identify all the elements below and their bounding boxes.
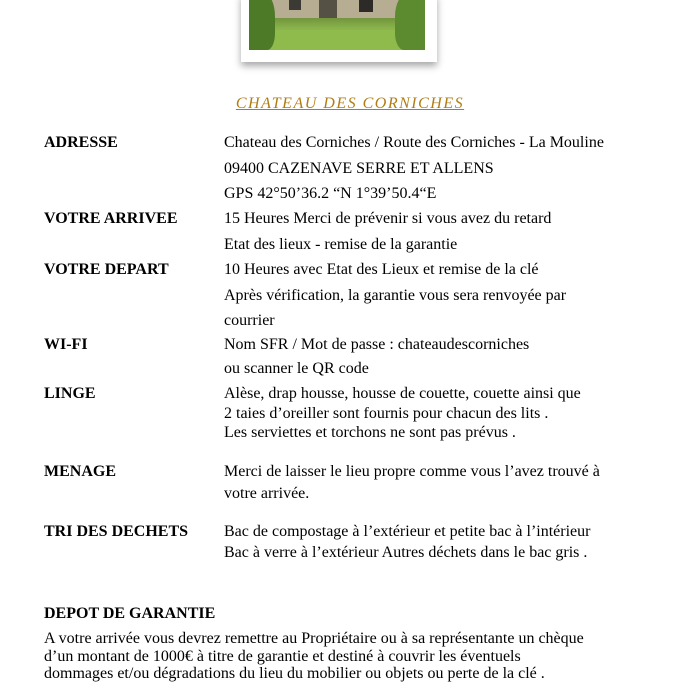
- menage-line: votre arrivée.: [224, 485, 310, 502]
- depot-line: dommages et/ou dégradations du lieu du mobilier ou objets ou perte de la clé .: [44, 665, 545, 682]
- section-value: [224, 522, 654, 563]
- section-label: VOTRE DEPART: [44, 261, 169, 278]
- tri-line: Bac à verre à l’extérieur Autres déchets dans le bac gris .: [224, 543, 588, 561]
- depot-line: d’un montant de 1000€ à titre de garantie et destiné à couvrir les éventuels: [44, 647, 521, 665]
- linge-line: Alèse, drap housse, housse de couette, couette ainsi que: [224, 385, 581, 402]
- linge-line: 2 taies d’oreiller sont fournis pour chacun des lits .: [224, 404, 549, 422]
- gps-line: GPS 42°50’36.2 “N 1°39’50.4“E: [224, 185, 437, 202]
- section-value: [224, 461, 654, 505]
- section-value: [224, 206, 654, 257]
- tri-line: Bac de compostage à l’extérieur et petite bac à l’intérieur: [224, 523, 591, 540]
- section-label: LINGE: [44, 385, 96, 402]
- section-value: [224, 257, 654, 334]
- section-value: [224, 130, 654, 207]
- section-value: [224, 384, 654, 443]
- chateau-photo: [249, 0, 425, 50]
- chateau-photo-frame: [241, 0, 437, 62]
- depot-text: [44, 630, 664, 683]
- section-label: WI-FI: [44, 336, 88, 353]
- section-value: [224, 333, 654, 381]
- page-title: CHATEAU DES CORNICHES: [235, 95, 465, 112]
- section-label: VOTRE ARRIVEE: [44, 210, 178, 227]
- section-label: MENAGE: [44, 463, 116, 480]
- depot-line: A votre arrivée vous devrez remettre au Propriétaire ou à sa représentante un chèque: [44, 630, 584, 647]
- wifi-line: ou scanner le QR code: [224, 360, 369, 377]
- arrivee-line: 15 Heures Merci de prévenir si vous avez du retard: [224, 210, 552, 227]
- linge-line: Les serviettes et torchons ne sont pas prévus .: [224, 424, 516, 441]
- section-label: ADRESSE: [44, 134, 118, 151]
- wifi-line: Nom SFR / Mot de passe : chateaudescorniches: [224, 336, 530, 353]
- section-label: TRI DES DECHETS: [44, 523, 189, 540]
- depart-line: courrier: [224, 312, 275, 329]
- depart-line: Après vérification, la garantie vous sera renvoyée par: [224, 286, 567, 304]
- menage-line: Merci de laisser le lieu propre comme vous l’avez trouvé à: [224, 463, 600, 480]
- arrivee-line: Etat des lieux - remise de la garantie: [224, 235, 458, 253]
- depot-title: DEPOT DE GARANTIE: [44, 605, 216, 622]
- address-line: 09400 CAZENAVE SERRE ET ALLENS: [224, 159, 494, 177]
- depart-line: 10 Heures avec Etat des Lieux et remise de la clé: [224, 261, 539, 278]
- address-line: Chateau des Corniches / Route des Corniches - La Mouline: [224, 134, 604, 151]
